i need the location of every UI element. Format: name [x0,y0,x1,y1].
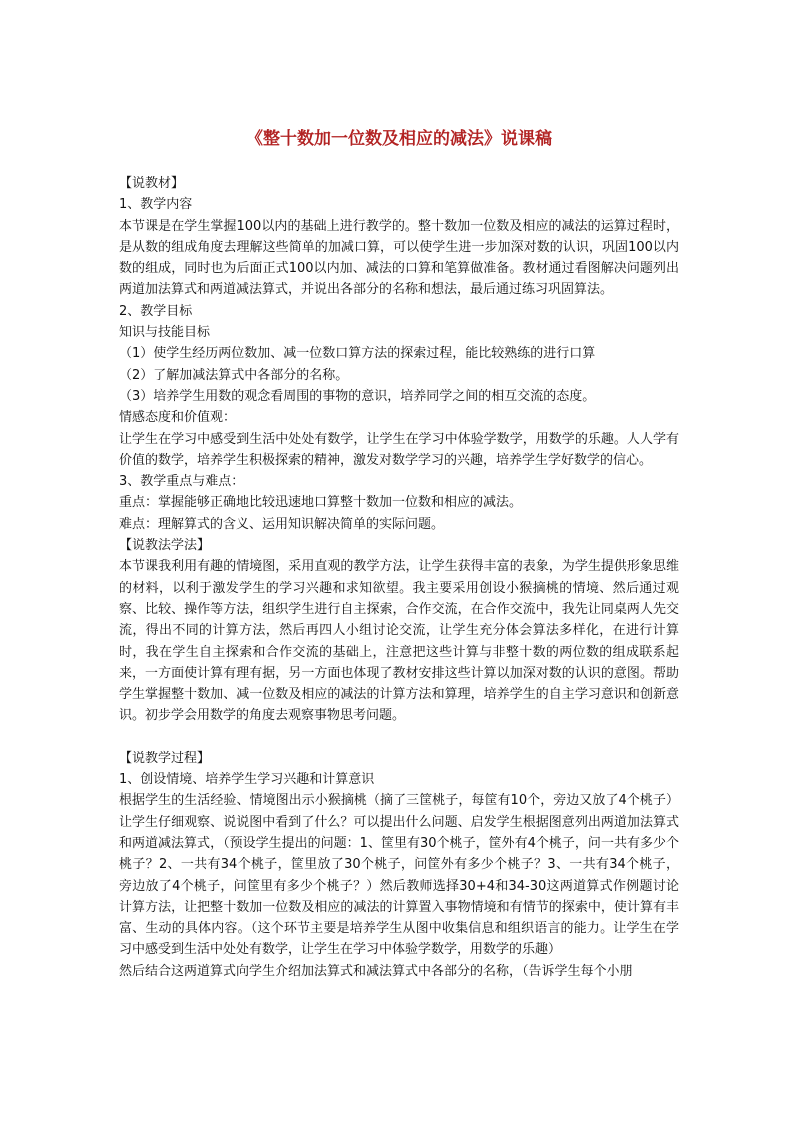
subheading-content: 1、教学内容 [119,197,193,213]
goal-item-2: （2）了解加减法算式中各部分的名称。 [119,367,349,383]
document-title: 《整十数加一位数及相应的减法》说课稿 [246,129,552,149]
goal-item-3: （3）培养学生用数的观念看周围的事物的意识，培养同学之间的相互交流的态度。 [119,388,596,404]
paragraph-scenario: 根据学生的生活经验、情境图出示小猴摘桃（摘了三筐桃子，每筐有10个，旁边又放了4个桃子）让学生仔细观察、说说图中看到了什么？可以提出什么问题、启发学生根据图意列出两道加法算式和两道减法算式，（预设学生提出的问题：1、筐里有30个桃子，筐外有4个桃子，问一共有多少个桃子？2、一共有34个桃子，筐里放了30个桃子，问筐外有多少个桃子？3、一共有34个桃子，旁边放了4个桃子，问筐里有多少个桃子？）然后教师选择30+4和34-30这两道算式作例题讨论计算方法，让把整十数加一位数及相应的减法的计算置入事物情境和有情节的探索中，使计算有丰富、生动的具体内容。（这个环节主要是培养学生从图中收集信息和组织语言的能力。让学生在学习中感受到生活中处处有数学，让学生在学习中体验学数学，用数学的乐趣） [119,793,679,958]
section-heading-textbook: 【说教材】 [119,176,185,191]
subheading-goals: 2、教学目标 [119,303,193,319]
paragraph-names: 然后结合这两道算式向学生介绍加法算式和减法算式中各部分的名称，（告诉学生每个小朋 [119,963,633,979]
paragraph-attitude: 让学生在学习中感受到生活中处处有数学，让学生在学习中体验学数学，用数学的乐趣。人人学有价值的数学，培养学生积极探索的精神，激发对数学学习的兴趣，培养学生学好数学的信心。 [119,431,679,468]
difficult-point: 难点：理解算式的含义、运用知识解决简单的实际问题。 [119,516,445,532]
document-page [119,125,679,982]
paragraph-methods: 本节课我利用有趣的情境图，采用直观的教学方法，让学生获得丰富的表象，为学生提供形象思维的材料，以利于激发学生的学习兴趣和求知欲望。我主要采用创设小猴摘桃的情境、然后通过观察、比较、操作等方法，组织学生进行自主探索，合作交流，在合作交流中，我先让同桌两人先交流，得出不同的计算方法，然后再四人小组讨论交流，让学生充分体会算法多样化，在进行计算时，我在学生自主探索和合作交流的基础上，注意把这些计算与非整十数的两位数的组成联系起来，一方面使计算有理有据，另一方面也体现了教材安排这些计算以加深对数的认识的意图。帮助学生掌握整十数加、减一位数及相应的减法的计算方法和算理，培养学生的自主学习意识和创新意识。初步学会用数学的角度去观察事物思考问题。 [119,559,679,724]
subheading-key-points: 3、教学重点与难点： [119,474,245,490]
goal-item-1: （1）使学生经历两位数加、减一位数口算方法的探索过程，能比较熟练的进行口算 [119,346,596,362]
paragraph-content: 本节课是在学生掌握100以内的基础上进行教学的。整十数加一位数及相应的减法的运算过程时，是从数的组成角度去理解这些简单的加减口算，可以使学生进一步加深对数的认识，巩固100以内数的组成，同时也为后面正式100以内加、减法的口算和笔算做准备。教材通过看图解决问题列出两道加法算式和两道减法算式，并说出各部分的名称和想法，最后通过练习巩固算法。 [119,218,679,298]
blank-line [119,727,679,748]
subheading-scenario: 1、创设情境、培养学生学习兴趣和计算意识 [119,772,375,788]
key-point: 重点：掌握能够正确地比较迅速地口算整十数加一位数和相应的减法。 [119,495,523,511]
section-heading-process: 【说教学过程】 [119,750,211,766]
subheading-attitude: 情感态度和价值观： [119,410,237,426]
subheading-knowledge: 知识与技能目标 [119,325,211,341]
section-heading-methods: 【说教法学法】 [119,538,211,554]
